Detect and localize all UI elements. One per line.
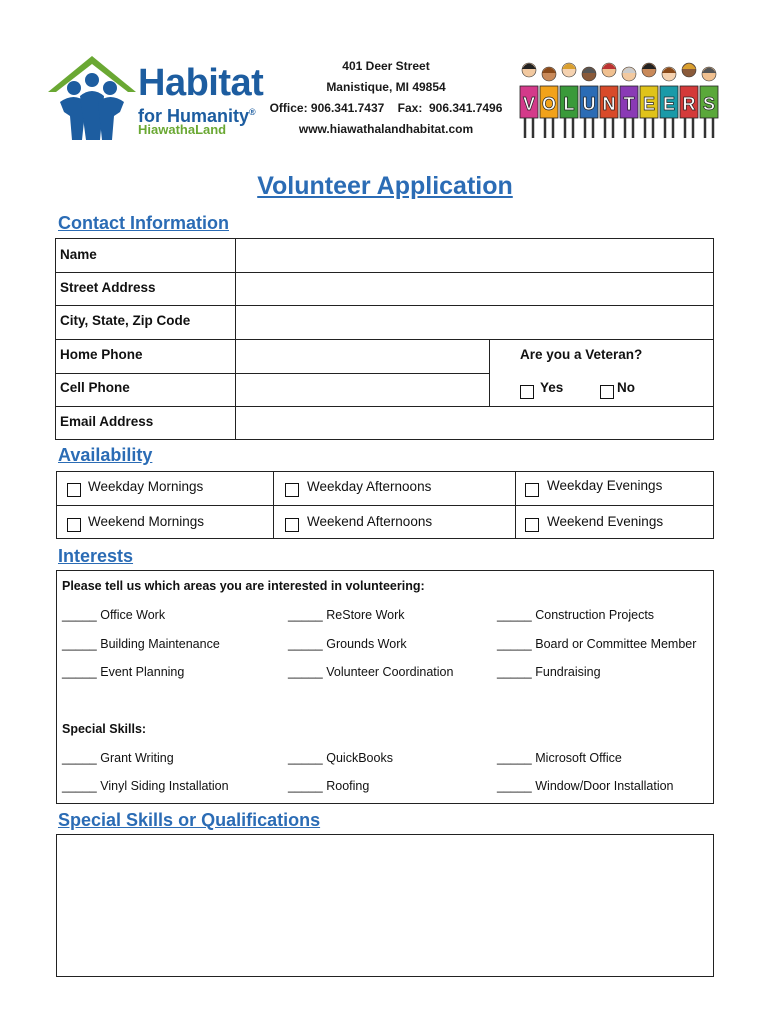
volunteers-banner-image — [518, 52, 720, 142]
email-address-label: Email Address — [60, 414, 154, 429]
email-address-field[interactable] — [237, 407, 713, 439]
cell-phone-label: Cell Phone — [60, 380, 130, 395]
skill-microsoft-office[interactable]: _____ Microsoft Office — [497, 751, 622, 765]
weekday-afternoons-label: Weekday Afternoons — [307, 479, 432, 494]
interest-event-planning[interactable]: _____ Event Planning — [62, 665, 185, 679]
skill-quickbooks[interactable]: _____ QuickBooks — [288, 751, 393, 765]
logo-for-humanity-text: for Humanity® — [138, 106, 256, 126]
volunteers-letter: U — [582, 94, 596, 114]
volunteer-figure — [600, 63, 618, 138]
interest-office-work[interactable]: _____ Office Work — [62, 608, 166, 622]
phone-fax-line: Office: 906.341.7437 Fax: 906.341.7496 — [269, 101, 503, 115]
weekday-evenings-checkbox[interactable] — [525, 483, 539, 497]
interests-section-heading: Interests — [58, 546, 134, 566]
volunteers-illustration — [518, 52, 720, 142]
volunteers-letter: N — [602, 94, 616, 114]
interest-construction-projects[interactable]: _____ Construction Projects — [497, 608, 655, 622]
habitat-house-icon — [46, 52, 138, 144]
volunteers-letter: T — [623, 94, 635, 114]
volunteer-figure — [540, 67, 558, 138]
volunteer-figure — [680, 63, 698, 138]
qualifications-section-heading: Special Skills or Qualifications — [58, 810, 321, 830]
cell-phone-field[interactable] — [237, 374, 489, 406]
weekday-evenings-label: Weekday Evenings — [547, 478, 663, 493]
interest-restore-work[interactable]: _____ ReStore Work — [288, 608, 405, 622]
volunteers-letter: E — [642, 94, 656, 114]
volunteers-letter: S — [702, 94, 716, 114]
volunteer-figure — [580, 67, 598, 138]
volunteers-letter: L — [563, 94, 575, 114]
interest-building-maintenance[interactable]: _____ Building Maintenance — [62, 637, 220, 651]
city-line: Manistique, MI 49854 — [326, 80, 446, 94]
volunteer-figure — [560, 63, 578, 138]
logo-habitat-text: Habitat — [138, 62, 264, 104]
skill-window-door[interactable]: _____ Window/Door Installation — [497, 779, 674, 793]
name-field[interactable] — [237, 239, 713, 272]
weekday-afternoons-checkbox[interactable] — [285, 483, 299, 497]
interest-board-committee[interactable]: _____ Board or Committee Member — [497, 637, 697, 651]
volunteers-letter: V — [522, 94, 536, 114]
interest-grounds-work[interactable]: _____ Grounds Work — [288, 637, 407, 651]
volunteer-figure — [700, 67, 718, 138]
volunteer-figure — [620, 67, 638, 138]
habitat-logo — [46, 52, 264, 144]
special-skills-label: Special Skills: — [62, 722, 147, 736]
weekend-mornings-checkbox[interactable] — [67, 518, 81, 532]
volunteers-letter: R — [682, 94, 696, 114]
contact-table — [55, 238, 714, 440]
veteran-question: Are you a Veteran? — [520, 347, 643, 362]
volunteer-figure — [640, 63, 658, 138]
city-state-zip-field[interactable] — [237, 306, 713, 339]
veteran-no-checkbox[interactable] — [600, 385, 614, 399]
home-phone-label: Home Phone — [60, 347, 143, 362]
city-state-zip-label: City, State, Zip Code — [60, 313, 191, 328]
veteran-yes-checkbox[interactable] — [520, 385, 534, 399]
weekend-afternoons-label: Weekend Afternoons — [307, 514, 433, 529]
weekday-mornings-label: Weekday Mornings — [88, 479, 204, 494]
qualifications-textarea[interactable] — [56, 834, 714, 977]
weekday-mornings-checkbox[interactable] — [67, 483, 81, 497]
weekend-mornings-label: Weekend Mornings — [88, 514, 205, 529]
logo-hiawathaland-text: HiawathaLand — [138, 122, 227, 137]
interest-fundraising[interactable]: _____ Fundraising — [497, 665, 601, 679]
name-label: Name — [60, 247, 97, 262]
weekend-evenings-checkbox[interactable] — [525, 518, 539, 532]
interest-volunteer-coordination[interactable]: _____ Volunteer Coordination — [288, 665, 454, 679]
veteran-no-label: No — [617, 380, 635, 395]
weekend-afternoons-checkbox[interactable] — [285, 518, 299, 532]
skill-grant-writing[interactable]: _____ Grant Writing — [62, 751, 174, 765]
contact-section-heading: Contact Information — [58, 213, 229, 233]
website-line: www.hiawathalandhabitat.com — [298, 122, 474, 136]
weekend-evenings-label: Weekend Evenings — [547, 514, 664, 529]
street-address-label: Street Address — [60, 280, 156, 295]
page-title: Volunteer Application — [257, 172, 513, 200]
interests-prompt: Please tell us which areas you are interested in volunteering: — [62, 579, 425, 593]
volunteers-letter: O — [541, 94, 557, 114]
availability-section-heading: Availability — [58, 445, 153, 465]
availability-table — [56, 471, 714, 539]
volunteer-figure — [520, 63, 538, 138]
home-phone-field[interactable] — [237, 340, 489, 373]
organization-address — [262, 56, 510, 140]
volunteer-figure — [660, 67, 678, 138]
skill-vinyl-siding[interactable]: _____ Vinyl Siding Installation — [62, 779, 229, 793]
street-address-field[interactable] — [237, 273, 713, 305]
interests-box — [56, 570, 714, 804]
street-line: 401 Deer Street — [342, 59, 430, 73]
veteran-yes-label: Yes — [540, 380, 564, 395]
skill-roofing[interactable]: _____ Roofing — [288, 779, 370, 793]
volunteers-letter: E — [662, 94, 676, 114]
